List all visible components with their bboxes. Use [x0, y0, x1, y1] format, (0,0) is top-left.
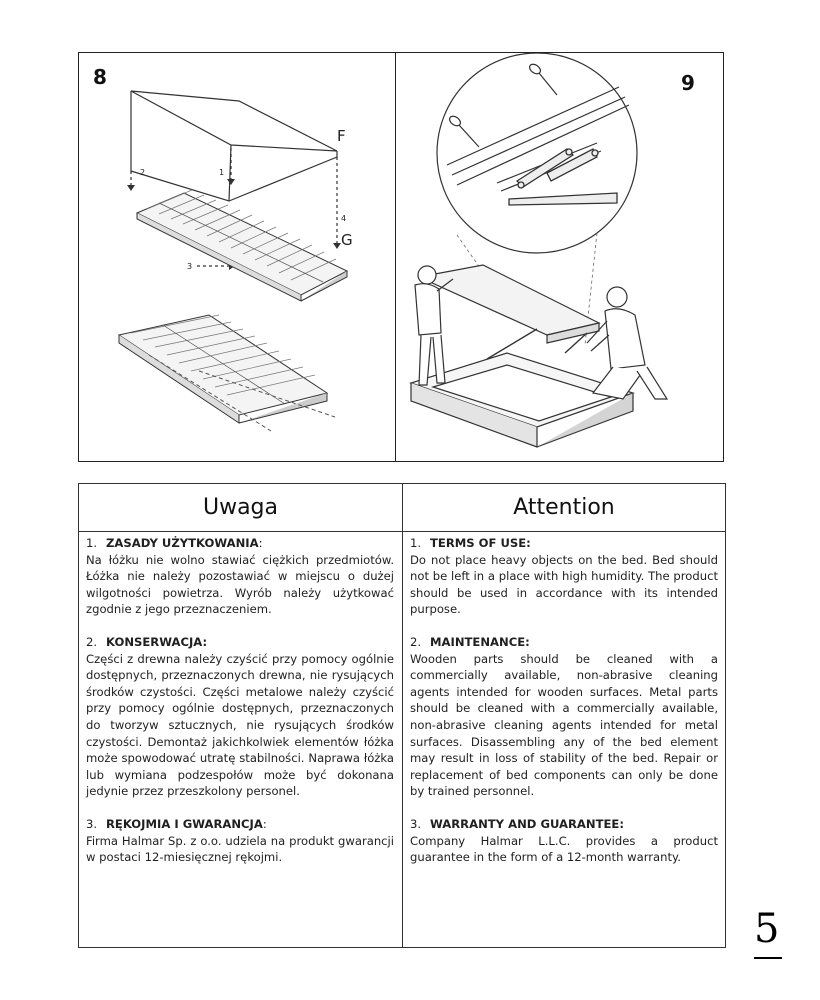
section-body: Do not place heavy objects on the bed. Bed should not be left in a place with high humidity. The product should be used in accordance with its intended purpose. [410, 552, 718, 617]
section-warranty-en [410, 816, 718, 866]
section-number: 3. [86, 816, 98, 831]
label-G: G [341, 231, 353, 249]
section-maintenance-en [410, 634, 718, 800]
table-header-divider [79, 531, 725, 532]
label-F: F [337, 127, 346, 145]
section-body: Wooden parts should be cleaned with a commercially available, non-abrasive cleaning agents intended for wooden surfaces. Metal parts should be cleaned with a commercially available, non-abrasive cleaning agents intended for metal surfaces. Disassembling any of the bed element may result in loss of stability of the bed. Repair or replacement of bed components can only be done by trained personnel. [410, 651, 718, 799]
english-column [410, 535, 718, 866]
section-number: 2. [86, 634, 98, 649]
table-column-divider [402, 484, 403, 947]
section-body: Company Halmar L.L.C. provides a product guarantee in the form of a 12-month warranty. [410, 833, 718, 865]
section-title: TERMS OF USE: [430, 536, 531, 550]
section-warranty-pl [86, 816, 394, 866]
section-number: 3. [410, 816, 422, 831]
section-body: Na łóżku nie wolno stawiać ciężkich przedmiotów. Łóżka nie należy pozostawiać w miejscu o dużej wilgotności powietrza. Wyrób należy użytkować zgodnie z jego przeznaczeniem. [86, 552, 394, 617]
section-number: 2. [410, 634, 422, 649]
section-body: Firma Halmar Sp. z o.o. udziela na produkt gwarancji w postaci 12-miesięcznej rękojmi. [86, 833, 394, 865]
heading-uwaga: Uwaga [202, 495, 279, 520]
label-4: 4 [341, 214, 347, 223]
section-title-suffix: : [258, 536, 263, 550]
page-number-underline [754, 957, 782, 959]
section-title: ZASADY UŻYTKOWANIA [106, 536, 259, 550]
section-terms-pl [86, 535, 394, 618]
step-9-illustration [397, 53, 723, 463]
label-3: 3 [187, 262, 193, 271]
usage-notes-table [78, 483, 726, 948]
heading-attention: Attention [513, 495, 615, 520]
section-title: KONSERWACJA: [106, 634, 208, 649]
polish-column [86, 535, 394, 866]
section-body: Części z drewna należy czyścić przy pomocy ogólnie dostępnych, przeznaczonych drewna, nie rysujących środków czystości. Części metalowe należy czyścić przy pomocy ogólnie dostępnych, przeznaczonych do tworzyw sztucznych, nie rysujących środków czystości. Demontaż jakichkolwiek elementów łóżka może spowodować utratę stabilności. Naprawa łóżka lub wymiana podzespołów może być dokonana jedynie przez przeszkolony personel. [86, 651, 394, 799]
step-8-illustration [79, 53, 395, 463]
section-maintenance-pl [86, 634, 394, 800]
section-title: WARRANTY AND GUARANTEE: [430, 816, 624, 831]
assembly-figures [78, 52, 724, 462]
label-1: 1 [219, 168, 225, 177]
figure-divider [395, 53, 396, 461]
section-number: 1. [86, 536, 98, 550]
section-number: 1. [410, 536, 422, 550]
step-8-number: 8 [93, 65, 107, 89]
step-9-number: 9 [681, 71, 695, 95]
section-title-suffix: : [262, 816, 267, 831]
page-number: 5 [754, 906, 780, 952]
section-title: MAINTENANCE: [430, 634, 530, 649]
section-terms-en [410, 535, 718, 618]
label-2: 2 [140, 168, 146, 177]
section-title: RĘKOJMIA I GWARANCJA [106, 816, 263, 831]
